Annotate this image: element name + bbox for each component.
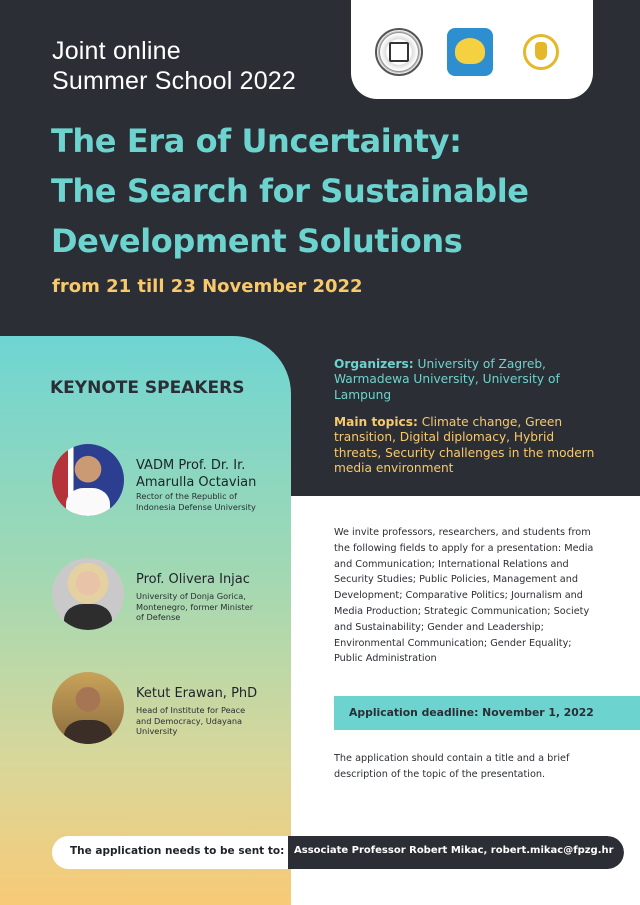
speaker-photo-2 [52, 558, 124, 630]
speaker-3-affiliation [136, 705, 276, 737]
university-seal-icon [375, 28, 423, 76]
school-line-1: Joint online [52, 37, 181, 65]
application-deadline: Application deadline: November 1, 2022 [349, 706, 594, 719]
speaker-1-name [136, 457, 256, 491]
invitation-text: We invite professors, researchers, and students from the following fields to apply for a presentation: Media and Communication; International Relations and Security Studies; Public Policies, Management and Development; Comparative Politics; Journalism and Media Production; Strategic Communication; Society and Sustainability; Gender and Leadership; Environmental Communication; Gender Equality; Public Administration [334, 527, 594, 665]
send-label: The application needs to be sent to: [70, 845, 285, 857]
school-line-2: Summer School 2022 [52, 67, 297, 95]
speaker-3-name: Ketut Erawan, PhD [136, 686, 258, 701]
speaker-1-affil-line-2: Indonesia Defense University [136, 501, 256, 512]
title-line-1: The Era of Uncertainty: [51, 122, 462, 160]
speaker-3-affil-line-2: and Democracy, Udayana [136, 715, 243, 726]
speaker-1-name-line-1: VADM Prof. Dr. Ir. [136, 458, 246, 473]
speaker-3-affil-line-3: University [136, 726, 178, 736]
organizers-label: Organizers: [334, 357, 414, 371]
title-line-3: Development Solutions [51, 222, 463, 260]
school-name [52, 36, 296, 96]
event-title [51, 116, 529, 266]
speaker-2-affil-line-2: Montenegro, former Minister [136, 601, 254, 612]
golden-emblem-icon [517, 28, 565, 76]
topics-text: Climate change, Green transition, Digital diplomacy, Hybrid threats, Security challenges in the modern media environment [334, 415, 595, 476]
main-topics [334, 415, 604, 477]
organizers [334, 357, 604, 403]
speaker-2-name: Prof. Olivera Injac [136, 572, 250, 587]
deadline-bar [334, 696, 640, 730]
speaker-2-affil-line-1: University of Donja Gorica, [136, 591, 246, 601]
topics-label: Main topics: [334, 415, 418, 429]
speaker-1-affiliation [136, 491, 276, 512]
keynote-heading: KEYNOTE SPEAKERS [50, 378, 245, 398]
speaker-1-name-line-2: Amarulla Octavian [136, 475, 257, 490]
organizers-text: University of Zagreb, Warmadewa University, University of Lampung [334, 357, 560, 402]
application-note: The application should contain a title and a brief description of the topic of the presentation. [334, 753, 570, 780]
send-contact[interactable]: Associate Professor Robert Mikac, robert.mikac@fpzg.hr [294, 845, 614, 856]
speaker-photo-3 [52, 672, 124, 744]
send-bar [52, 836, 624, 869]
speaker-1-affil-line-1: Rector of the Republic of [136, 491, 238, 501]
speaker-3-affil-line-1: Head of Institute for Peace [136, 705, 246, 715]
event-dates: from 21 till 23 November 2022 [52, 276, 363, 297]
title-line-2: The Search for Sustainable [51, 172, 529, 210]
send-contact-box [288, 836, 624, 869]
speaker-2-affil-line-3: of Defense [136, 612, 181, 622]
university-crest-icon [447, 28, 493, 76]
logo-box [351, 0, 593, 99]
speaker-2-affiliation [136, 591, 276, 623]
speaker-photo-1 [52, 444, 124, 516]
